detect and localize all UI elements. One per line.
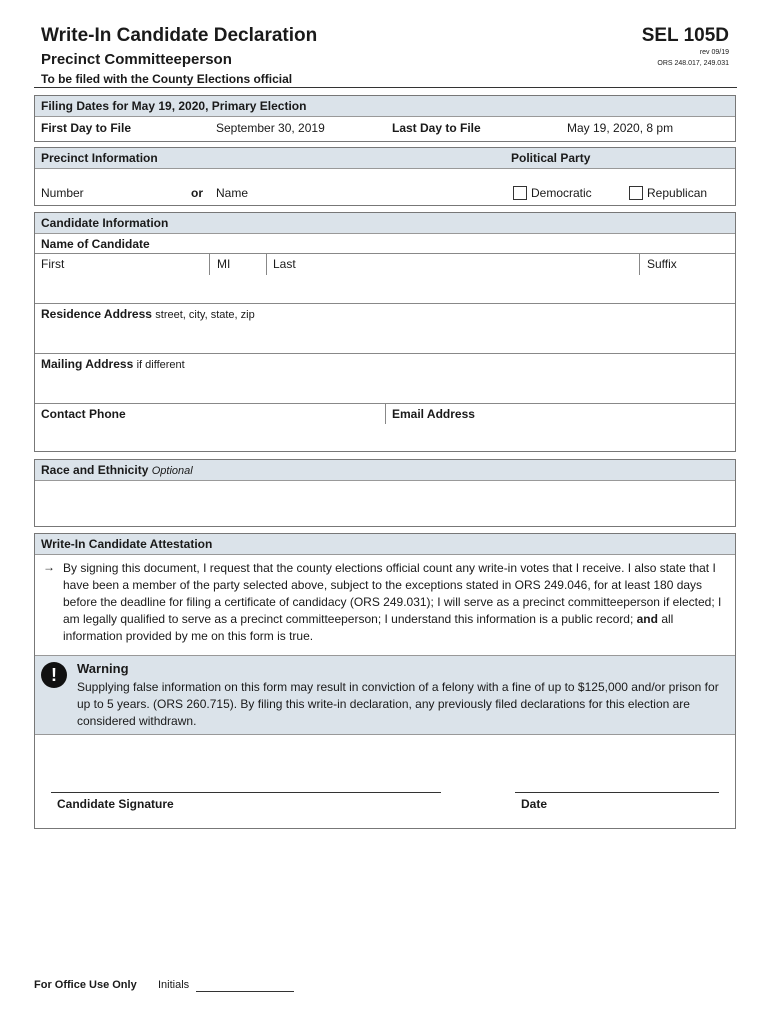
residence-address-hint: street, city, state, zip: [155, 309, 255, 321]
attestation-text: By signing this document, I request that the county elections official count any write-in votes that I receive. I also state that I have been a member of the party selected above, subject to the exceptions stated in ORS 249.046, for at least 180 days before the deadline for filing a certificate of candidacy (ORS 249.031); I will serve as a precinct committeeperson if elected; I am legally qualified to serve as a precinct committeeperson; I understand this information is a public record; and all information provided by me on this form is true.: [63, 561, 722, 643]
date-line[interactable]: [515, 792, 719, 793]
contact-phone-field[interactable]: Contact Phone: [41, 407, 126, 421]
last-day-label: Last Day to File: [392, 121, 481, 135]
candidate-signature-label: Candidate Signature: [57, 797, 174, 811]
warning-text: Supplying false information on this form may result in conviction of a felony with a fine of up to $125,000 and/or prison for up to 5 years. (ORS 260.715). By filing this write-in declaration, any previously filed declarations for this election are considered withdrawn.: [77, 680, 719, 728]
first-day-label: First Day to File: [41, 121, 132, 135]
arrow-icon: →: [43, 560, 55, 574]
first-name-field[interactable]: First: [41, 257, 65, 271]
candidate-heading: Candidate Information: [35, 213, 735, 234]
precinct-section: [34, 147, 736, 206]
form-subtitle: Precinct Committeeperson: [41, 51, 232, 68]
republican-checkbox[interactable]: [629, 186, 643, 200]
divider: [266, 253, 267, 275]
republican-label: Republican: [647, 186, 708, 200]
middle-initial-field[interactable]: MI: [217, 257, 231, 271]
candidate-section: [34, 212, 736, 452]
initials-line[interactable]: [196, 991, 294, 992]
form-statute: ORS 248.017, 249.031: [657, 60, 729, 67]
divider: [35, 253, 735, 254]
residence-address-label: Residence Address: [41, 307, 152, 321]
last-day-value: May 19, 2020, 8 pm: [567, 121, 674, 135]
suffix-field[interactable]: Suffix: [647, 257, 677, 271]
precinct-name-field[interactable]: Name: [216, 186, 249, 200]
divider: [209, 253, 210, 275]
signature-line[interactable]: [51, 792, 441, 793]
race-ethnicity-hint: Optional: [151, 465, 193, 477]
filing-dates-heading: Filing Dates for May 19, 2020, Primary Election: [35, 96, 735, 117]
form-title: Write-In Candidate Declaration: [41, 25, 318, 46]
email-address-field[interactable]: Email Address: [392, 407, 475, 421]
precinct-heading-bar: [35, 148, 735, 169]
date-label: Date: [521, 797, 548, 811]
mailing-address-label: Mailing Address: [41, 357, 134, 371]
attestation-section: [34, 533, 736, 829]
divider: [35, 303, 735, 304]
warning-title: Warning: [77, 661, 129, 676]
header-rule: [34, 87, 737, 88]
or-label: or: [191, 186, 203, 200]
last-name-field[interactable]: Last: [273, 257, 296, 271]
warning-icon: !: [41, 662, 67, 688]
mailing-address-hint: if different: [136, 359, 185, 371]
race-ethnicity-heading-bar: [35, 460, 735, 481]
attestation-heading: Write-In Candidate Attestation: [35, 534, 735, 555]
race-ethnicity-heading: Race and Ethnicity: [41, 463, 149, 477]
filed-with-note: To be filed with the County Elections official: [41, 72, 293, 86]
divider: [385, 403, 386, 424]
residence-address-field[interactable]: [41, 307, 255, 321]
democratic-checkbox[interactable]: [513, 186, 527, 200]
race-ethnicity-field[interactable]: [35, 482, 735, 526]
race-ethnicity-section: [34, 459, 736, 527]
mailing-address-field[interactable]: [41, 357, 185, 371]
warning-box: [35, 655, 735, 735]
divider: [35, 353, 735, 354]
office-use-label: For Office Use Only: [34, 979, 137, 991]
initials-label: Initials: [158, 979, 190, 991]
filing-dates-section: [34, 95, 736, 142]
name-of-candidate-label: Name of Candidate: [41, 237, 150, 251]
divider: [639, 253, 640, 275]
form-revision: rev 09/19: [699, 49, 729, 56]
democratic-label: Democratic: [531, 186, 592, 200]
form-number: SEL 105D: [641, 25, 729, 46]
first-day-value: September 30, 2019: [216, 121, 325, 135]
precinct-number-field[interactable]: Number: [41, 186, 84, 200]
precinct-heading: Precinct Information: [41, 151, 158, 165]
political-party-heading: Political Party: [511, 151, 591, 165]
